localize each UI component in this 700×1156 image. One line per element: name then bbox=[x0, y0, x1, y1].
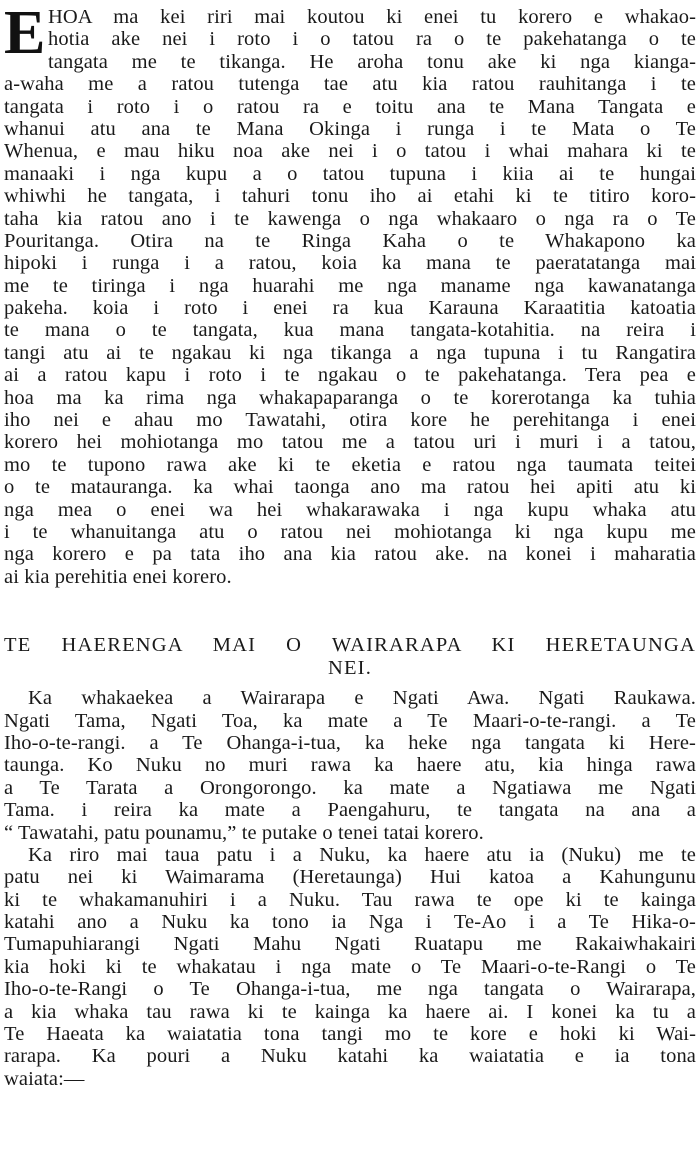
text-line: taha kia ratou ano i te kawenga o nga whakaaro o nga ra o Te bbox=[4, 207, 696, 230]
text-line: o te matauranga. ka whai taonga ano ma ratou hei apiti atu ki bbox=[4, 476, 696, 499]
text-line: Pouritanga. Otira na te Ringa Kaha o te Whakapono ka bbox=[4, 229, 696, 252]
text-line: nga mea o enei wa hei whakarawaka i nga kupu whaka atu bbox=[4, 498, 696, 521]
text-line: i te whanuitanga atu o ratou nei mohiotanga ki nga kupu me bbox=[4, 520, 696, 543]
text-line: Tumapuhiarangi Ngati Mahu Ngati Ruatapu me Rakaiwhakairi bbox=[4, 933, 696, 956]
text-line: te mana o te tangata, kua mana tangata-kotahitia. na reira i bbox=[4, 319, 696, 342]
heading-line-2: NEI. bbox=[327, 657, 373, 680]
text-line: HOA ma kei riri mai koutou ki enei tu korero e whakao- bbox=[48, 6, 696, 28]
text-line: rarapa. Ka pouri a Nuku katahi ka waiatatia e ia tona bbox=[4, 1045, 696, 1068]
text-line: kia hoki ki te whakatau i nga mate o Te Maari-o-te-Rangi o Te bbox=[4, 955, 696, 978]
text-line: Ka whakaekea a Wairarapa e Ngati Awa. Ngati Raukawa. bbox=[28, 687, 696, 710]
text-line: korero hei mohiotanga mo tatou me a tatou uri i muri i a tatou, bbox=[4, 431, 696, 454]
intro-paragraph bbox=[4, 0, 696, 588]
text-line: Ngati Tama, Ngati Toa, ka mate a Te Maari-o-te-rangi. a Te bbox=[4, 709, 696, 732]
text-line: ai a ratou kapu i roto i te ngakau o te pakehatanga. Tera pea e bbox=[4, 364, 696, 387]
text-line: katahi ano a Nuku ka tono ia Nga i Te-Ao i a Te Hika-o- bbox=[4, 911, 696, 934]
text-line: ai kia perehitia enei korero. bbox=[4, 565, 232, 588]
text-line: Te Haeata ka waiatatia tona tangi mo te kore e hoki ki Wai- bbox=[4, 1023, 696, 1046]
section-body bbox=[4, 687, 696, 1090]
text-line: a Te Tarata a Orongorongo. ka mate a Ngatiawa me Ngati bbox=[4, 776, 696, 799]
text-line: taunga. Ko Nuku no muri rawa ka haere atu, kia hinga rawa bbox=[4, 754, 696, 777]
text-line: Iho-o-te-Rangi o Te Ohanga-i-tua, me nga tangata o Wairarapa, bbox=[4, 978, 696, 1001]
text-line: a-waha me a ratou tutenga tae atu kia ratou rauhitanga i te bbox=[4, 73, 696, 96]
text-line: Tama. i reira ka mate a Paengahuru, te tangata na ana a bbox=[4, 799, 696, 822]
text-line: manaaki i nga kupu a o tatou tupuna i kiia ai te hungai bbox=[4, 162, 696, 185]
text-line: Iho-o-te-rangi. a Te Ohanga-i-tua, ka heke nga tangata ki Here- bbox=[4, 731, 696, 754]
text-line: waiata:— bbox=[4, 1067, 85, 1090]
text-line: tangata i roto i o ratou ra e toitu ana te Mana Tangata e bbox=[4, 95, 696, 118]
text-line: tangata me te tikanga. He aroha tonu ake ki nga kianga- bbox=[48, 50, 696, 73]
text-line: hotia ake nei i roto i o tatou ra o te pakehatanga o te bbox=[48, 28, 696, 51]
text-line: mo te tupono rawa ake ki te eketia e ratou nga taumata teitei bbox=[4, 453, 696, 476]
text-line: whiwhi he tangata, i tahuri tonu iho ai etahi ki te titiro koro- bbox=[4, 185, 696, 208]
text-line: tangi atu ai te ngakau ki nga tikanga a nga tupuna i tu Rangatira bbox=[4, 341, 696, 364]
text-line: hoa ma ka rima nga whakapaparanga o te korerotanga ka tuhia bbox=[4, 386, 696, 409]
text-line: whanui atu ana te Mana Okinga i runga i te Mata o Te bbox=[4, 117, 696, 140]
text-line: Whenua, e mau hiku noa ake nei i o tatou i whai mahara ki te bbox=[4, 140, 696, 163]
text-line: “ Tawatahi, patu pounamu,” te putake o tenei tatai korero. bbox=[4, 821, 484, 844]
text-line: iho nei e ahau mo Tawatahi, otira kore he perehitanga i enei bbox=[4, 409, 696, 432]
text-line: a kia whaka tau rawa ki te kainga ka haere ai. I konei ka tu a bbox=[4, 1000, 696, 1023]
text-line: pakeha. koia i roto i enei ra kua Karauna Karaatitia katoatia bbox=[4, 297, 696, 320]
text-line: patu nei ki Waimarama (Heretaunga) Hui katoa a Kahungunu bbox=[4, 866, 696, 889]
text-line: Ka riro mai taua patu i a Nuku, ka haere atu ia (Nuku) me te bbox=[28, 843, 696, 866]
drop-cap: E bbox=[4, 0, 46, 67]
text-line: ki te whakamanuhiri i a Nuku. Tau rawa te ope ki te kainga bbox=[4, 888, 696, 911]
text-line: nga korero e pa tata iho ana kia ratou ake. na konei i maharatia bbox=[4, 543, 696, 566]
text-line: me te tiringa i nga huarahi me nga maname nga kawanatanga bbox=[4, 274, 696, 297]
text-line: hipoki i runga i a ratou, koia ka mana te paeratatanga mai bbox=[4, 252, 696, 275]
heading-line-1: TE HAERENGA MAI O WAIRARAPA KI HERETAUNGA bbox=[4, 634, 696, 657]
section-heading bbox=[4, 634, 696, 680]
